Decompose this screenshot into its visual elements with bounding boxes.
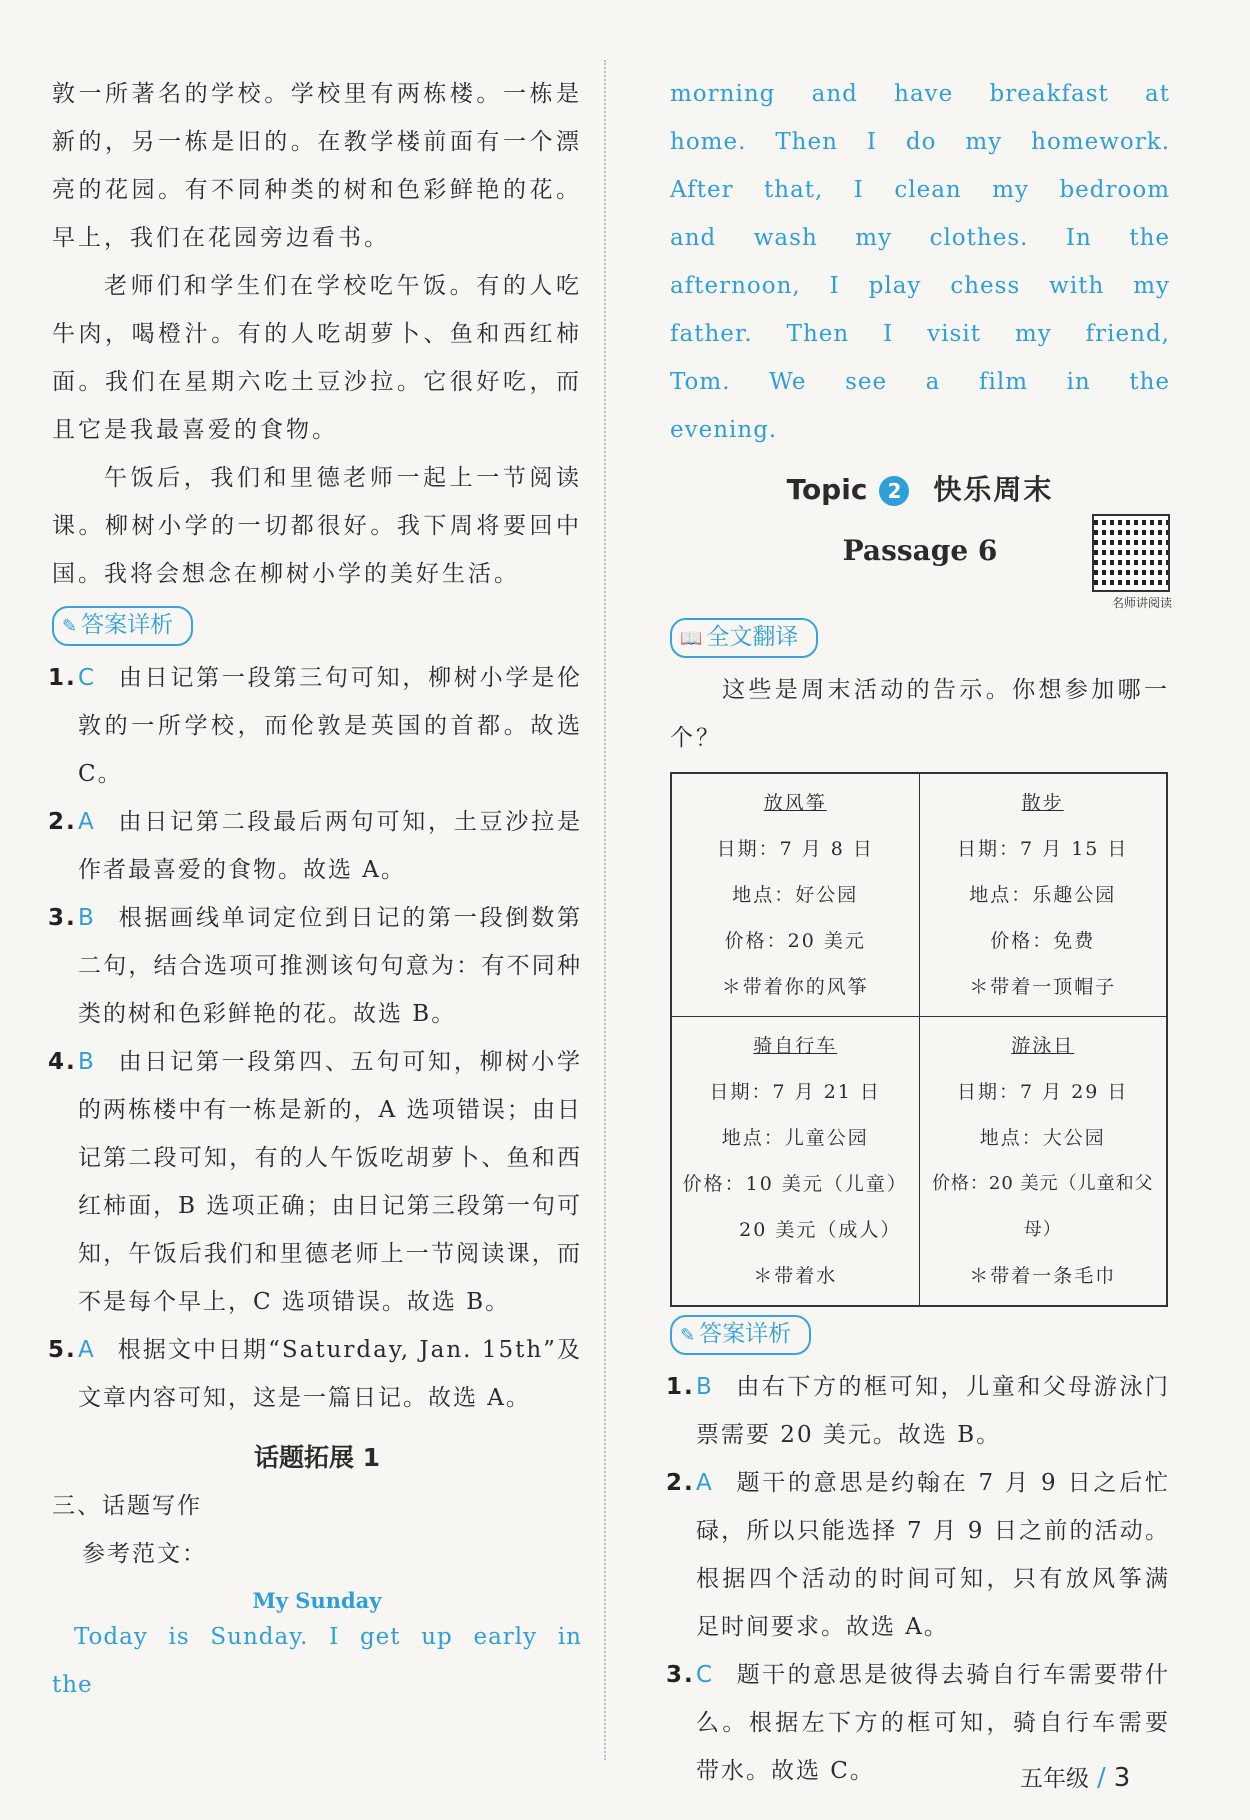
- activity-line: ＊带着一顶帽子: [969, 976, 1117, 998]
- answer-item: [48, 798, 582, 894]
- activity-line: 日期：7 月 15 日: [957, 838, 1129, 860]
- topic-heading: [670, 468, 1170, 508]
- column-divider: [604, 60, 606, 1760]
- answer-key: B: [78, 1049, 96, 1075]
- topic-name: 快乐周末: [933, 473, 1054, 506]
- answer-number: 2.: [48, 809, 77, 835]
- answer-item: [48, 1326, 582, 1422]
- answer-key: A: [78, 809, 96, 835]
- answer-key: B: [78, 905, 96, 931]
- tag-label: 全文翻译: [706, 624, 799, 650]
- answer-text: 由日记第二段最后两句可知，土豆沙拉是作者最喜爱的食物。故选 A。: [78, 809, 582, 883]
- answer-text: 题干的意思是彼得去骑自行车需要带什么。根据左下方的框可知，骑自行车需要带水。故选 C。: [696, 1662, 1170, 1784]
- qr-code-icon[interactable]: [1092, 514, 1170, 592]
- activity-line: 日期：7 月 21 日: [709, 1081, 881, 1103]
- answer-key: B: [696, 1374, 714, 1400]
- translation-paragraph: 午饭后，我们和里德老师一起上一节阅读课。柳树小学的一切都很好。我下周将要回中国。我将会想念在柳树小学的美好生活。: [52, 465, 582, 587]
- answer-number: 2.: [666, 1470, 695, 1496]
- answer-number: 1.: [666, 1374, 695, 1400]
- activity-line: 价格：10 美元（儿童）: [682, 1173, 908, 1195]
- topic-number-badge: 2: [879, 476, 909, 506]
- answer-analysis-tag: [670, 1315, 811, 1355]
- activity-title: 骑自行车: [753, 1035, 838, 1057]
- answer-item: [48, 1038, 582, 1326]
- activity-title: 游泳日: [1011, 1035, 1075, 1057]
- topic-prefix: Topic: [786, 473, 868, 506]
- pen-icon: ✎: [680, 1325, 696, 1346]
- activity-line: 价格：20 美元: [724, 930, 866, 952]
- translation-paragraph: 老师们和学生们在学校吃午饭。有的人吃牛肉，喝橙汁。有的人吃胡萝卜、鱼和西红柿面。我们在星期六吃土豆沙拉。它很好吃，而且它是我最喜爱的食物。: [52, 273, 582, 443]
- answer-key: A: [78, 1337, 96, 1363]
- activity-cell: [919, 773, 1167, 1017]
- activity-line: 地点：乐趣公园: [969, 884, 1117, 906]
- pen-icon: ✎: [62, 616, 78, 637]
- topic-extension-title: 话题拓展 1: [253, 1443, 381, 1472]
- answer-key: C: [696, 1662, 715, 1688]
- left-column: [48, 70, 582, 1709]
- answer-text: 根据文中日期“Saturday, Jan. 15th”及文章内容可知，这是一篇日记。故选 A。: [78, 1337, 582, 1411]
- activity-cell: [671, 1017, 919, 1307]
- answer-number: 3.: [666, 1662, 695, 1688]
- essay-start: Today is Sunday. I get up early in the: [52, 1624, 582, 1698]
- intro-text: 这些是周末活动的告示。你想参加哪一个？: [670, 677, 1170, 751]
- passage-header: [670, 514, 1170, 610]
- activity-line: ＊带着一条毛巾: [969, 1265, 1117, 1287]
- answer-item: [666, 1363, 1170, 1459]
- sample-label: 参考范文：: [82, 1541, 207, 1567]
- activity-line: 价格：20 美元（儿童和父母）: [931, 1173, 1154, 1240]
- book-icon: 📖: [680, 628, 703, 649]
- activity-title: 散步: [1021, 792, 1064, 814]
- translation-paragraph: 敦一所著名的学校。学校里有两栋楼。一栋是新的，另一栋是旧的。在教学楼前面有一个漂亮的花园。有不同种类的树和色彩鲜艳的花。早上，我们在花园旁边看书。: [52, 81, 582, 251]
- tag-label: 答案详析: [699, 1321, 792, 1347]
- page-footer: [1020, 1760, 1130, 1793]
- answer-item: [48, 894, 582, 1038]
- activity-line: ＊带着你的风筝: [721, 976, 869, 998]
- answer-analysis-tag: [52, 606, 193, 646]
- essay-title: My Sunday: [252, 1588, 382, 1613]
- answer-number: 5.: [48, 1337, 77, 1363]
- right-column: [666, 70, 1172, 1795]
- activity-line: ＊带着水: [753, 1265, 838, 1287]
- activity-line: 日期：7 月 8 日: [716, 838, 874, 860]
- activity-table: [670, 772, 1168, 1307]
- answer-text: 题干的意思是约翰在 7 月 9 日之后忙碌，所以只能选择 7 月 9 日之前的活动。根据四个活动的时间可知，只有放风筝满足时间要求。故选 A。: [696, 1470, 1170, 1640]
- activity-line: 日期：7 月 29 日: [957, 1081, 1129, 1103]
- section-heading: 三、话题写作: [52, 1493, 202, 1519]
- activity-cell: [919, 1017, 1167, 1307]
- answer-text: 由日记第一段第四、五句可知，柳树小学的两栋楼中有一栋是新的，A 选项错误；由日记第二段可知，有的人午饭吃胡萝卜、鱼和西红柿面，B 选项正确；由日记第三段第一句可知，午饭后我们和里德老师上一节阅读课，而不是每个早上，C 选项错误。故选 B。: [78, 1049, 582, 1315]
- answer-item: [666, 1459, 1170, 1651]
- activity-cell: [671, 773, 919, 1017]
- slash-divider: /: [1097, 1763, 1106, 1793]
- answer-item: [48, 654, 582, 798]
- activity-line: 地点：好公园: [732, 884, 859, 906]
- answer-key: A: [696, 1470, 714, 1496]
- answer-number: 1.: [48, 665, 77, 691]
- grade-label: 五年级: [1020, 1766, 1089, 1792]
- answer-number: 4.: [48, 1049, 77, 1075]
- activity-line: 地点：儿童公园: [721, 1127, 869, 1149]
- tag-label: 答案详析: [81, 612, 174, 638]
- essay-continuation: morning and have breakfast at home. Then I do my homework. After that, I clean my bedroom and wash my clothes. In the afternoon, I play chess with my father. Then I visit my friend, Tom. We see a film in the evening.: [670, 81, 1170, 443]
- answer-key: C: [78, 665, 97, 691]
- activity-line: 价格：免费: [990, 930, 1096, 952]
- activity-title: 放风筝: [763, 792, 827, 814]
- page-number: 3: [1113, 1763, 1131, 1793]
- answer-text: 根据画线单词定位到日记的第一段倒数第二句，结合选项可推测该句句意为：有不同种类的树和色彩鲜艳的花。故选 B。: [78, 905, 582, 1027]
- activity-line: 地点：大公园: [979, 1127, 1106, 1149]
- qr-label: 名师讲阅读: [1111, 596, 1172, 610]
- full-translation-tag: [670, 618, 818, 658]
- answer-text: 由右下方的框可知，儿童和父母游泳门票需要 20 美元。故选 B。: [696, 1374, 1170, 1448]
- answer-text: 由日记第一段第三句可知，柳树小学是伦敦的一所学校，而伦敦是英国的首都。故选 C。: [78, 665, 582, 787]
- answer-number: 3.: [48, 905, 77, 931]
- activity-line: 20 美元（成人）: [739, 1219, 902, 1241]
- passage-title: Passage 6: [842, 534, 998, 567]
